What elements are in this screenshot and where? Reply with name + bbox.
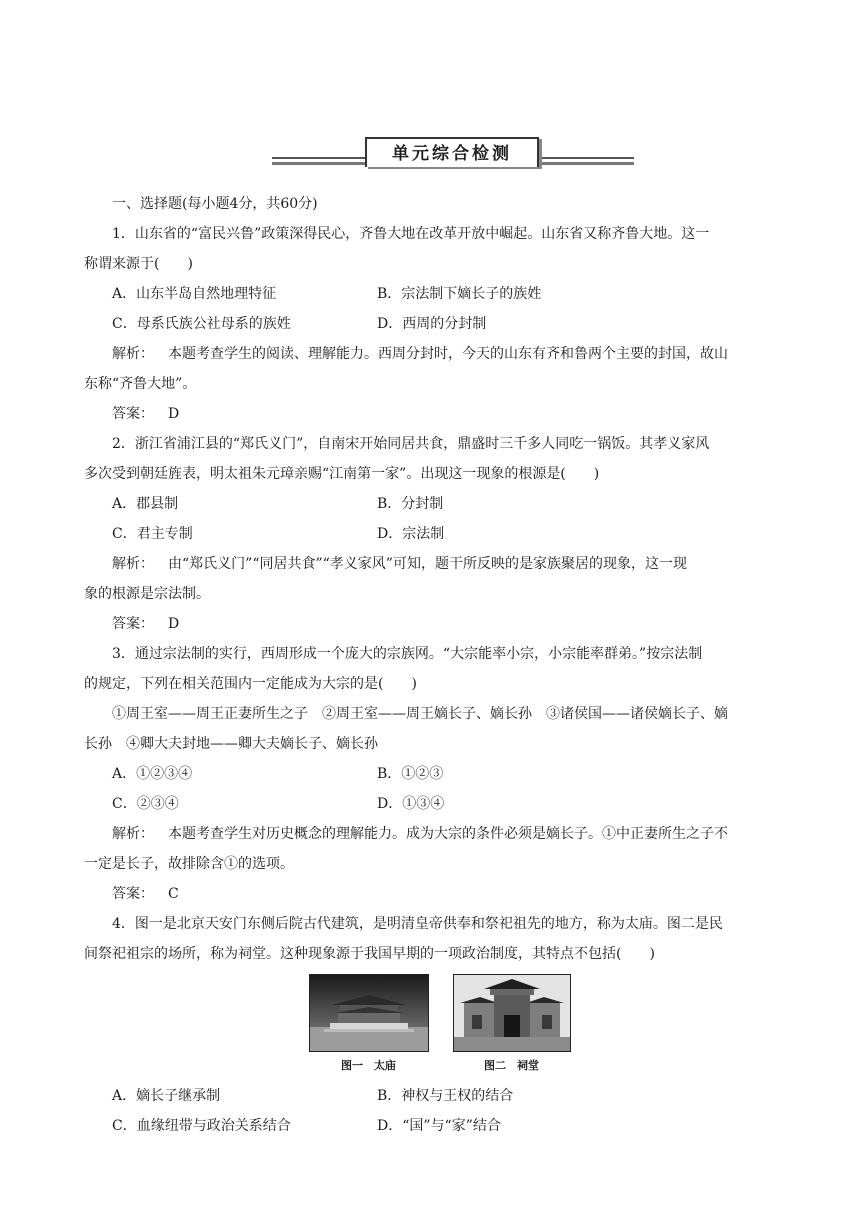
citang-photo: [453, 974, 571, 1052]
figure-taimiao: [309, 974, 429, 1077]
q2-answer: [84, 609, 777, 639]
section-header: [272, 137, 634, 171]
figure-citang: [453, 974, 571, 1077]
q1-options-row: [84, 279, 777, 309]
analysis-label: 解析：: [112, 346, 154, 362]
q1-answer-value: D: [168, 406, 180, 422]
q4-stem-line-2: 间祭祀祖宗的场所，称为祠堂。这种现象源于我国早期的一项政治制度，其特点不包括( ): [84, 946, 655, 962]
answer-label: 答案：: [112, 886, 154, 902]
q2-analysis-text: 由“郑氏义门”“同居共食”“孝义家风”可知，题干所反映的是家族聚居的现象，这一现: [168, 556, 687, 572]
q1-analysis-text: 本题考查学生的阅读、理解能力。西周分封时，今天的山东有齐和鲁两个主要的封国，故山: [168, 346, 728, 362]
q4-option-d: D．“国”与“家”结合: [377, 1118, 501, 1134]
q3-analysis-line-1: [84, 819, 777, 849]
q3-analysis-text: 本题考查学生对历史概念的理解能力。成为大宗的条件必须是嫡长子。①中正妻所生之子不: [168, 826, 728, 842]
figure-citang-caption: 图二 祠堂: [484, 1059, 539, 1072]
q1-stem-line-1: 1．山东省的“富民兴鲁”政策深得民心，齐鲁大地在改革开放中崛起。山东省又称齐鲁大地。这一: [112, 226, 710, 242]
taimiao-photo: [309, 974, 429, 1052]
q3-stem-line-1: 3．通过宗法制的实行，西周形成一个庞大的宗族网。“大宗能率小宗，小宗能率群弟。”按宗法制: [112, 646, 703, 662]
q4-options-row: [84, 1111, 777, 1141]
q3-option-a: A．①②③④: [112, 766, 193, 782]
section-heading: 一、选择题(每小题4分，共60分): [112, 196, 318, 212]
q4-option-c: C．血缘纽带与政治关系结合: [112, 1118, 291, 1134]
q1-options-row: [84, 309, 777, 339]
q3-answer-value: C: [168, 886, 179, 902]
q3-answer: [84, 879, 777, 909]
q3-options-row: [84, 759, 777, 789]
q2-option-a: A．郡县制: [112, 496, 179, 512]
q1-option-a: A．山东半岛自然地理特征: [112, 286, 277, 302]
q2-analysis-line-2: 象的根源是宗法制。: [84, 586, 210, 602]
page-title: 单元综合检测: [365, 137, 539, 167]
figure-taimiao-caption: 图一 太庙: [341, 1059, 396, 1072]
q4-options-row: [84, 1081, 777, 1111]
q4-option-a: A．嫡长子继承制: [112, 1088, 221, 1104]
q2-analysis-line-1: [84, 549, 777, 579]
q3-items-line-1: ①周王室——周王正妻所生之子 ②周王室——周王嫡长子、嫡长孙 ③诸侯国——诸侯嫡长子、嫡: [112, 706, 728, 722]
document-body: [84, 189, 777, 1141]
answer-label: 答案：: [112, 406, 154, 422]
taimiao-illustration: [310, 975, 428, 1051]
analysis-label: 解析：: [112, 826, 154, 842]
q2-options-row: [84, 489, 777, 519]
q4-stem-line-1: 4．图一是北京天安门东侧后院古代建筑，是明清皇帝供奉和祭祀祖先的地方，称为太庙。图二是民: [112, 916, 723, 932]
q1-option-c: C．母系氏族公社母系的族姓: [112, 316, 291, 332]
q2-options-row: [84, 519, 777, 549]
q1-option-d: D．西周的分封制: [377, 316, 487, 332]
q3-option-c: C．②③④: [112, 796, 179, 812]
q3-option-b: B．①②③: [377, 766, 444, 782]
q2-option-c: C．君主专制: [112, 526, 193, 542]
q4-figures: [84, 969, 777, 1077]
q2-stem-line-2: 多次受到朝廷旌表，明太祖朱元璋亲赐“江南第一家”。出现这一现象的根源是( ): [84, 466, 600, 482]
q2-option-b: B．分封制: [377, 496, 444, 512]
analysis-label: 解析：: [112, 556, 154, 572]
q1-analysis-line-1: [84, 339, 777, 369]
q2-option-d: D．宗法制: [377, 526, 445, 542]
q3-items-line-2: 长孙 ④卿大夫封地——卿大夫嫡长子、嫡长孙: [84, 736, 378, 752]
q2-stem-line-1: 2．浙江省浦江县的“郑氏义门”，自南宋开始同居共食，鼎盛时三千多人同吃一锅饭。其孝义家风: [112, 436, 710, 452]
q3-options-row: [84, 789, 777, 819]
q3-option-d: D．①③④: [377, 796, 445, 812]
q2-answer-value: D: [168, 616, 180, 632]
q1-stem-line-2: 称谓来源于( ): [84, 256, 193, 272]
q1-analysis-line-2: 东称“齐鲁大地”。: [84, 376, 197, 392]
q1-answer: [84, 399, 777, 429]
q4-option-b: B．神权与王权的结合: [377, 1088, 514, 1104]
q3-analysis-line-2: 一定是长子，故排除含①的选项。: [84, 856, 294, 872]
answer-label: 答案：: [112, 616, 154, 632]
citang-illustration: [454, 975, 570, 1051]
q3-stem-line-2: 的规定，下列在相关范围内一定能成为大宗的是( ): [84, 676, 417, 692]
q1-option-b: B．宗法制下嫡长子的族姓: [377, 286, 542, 302]
